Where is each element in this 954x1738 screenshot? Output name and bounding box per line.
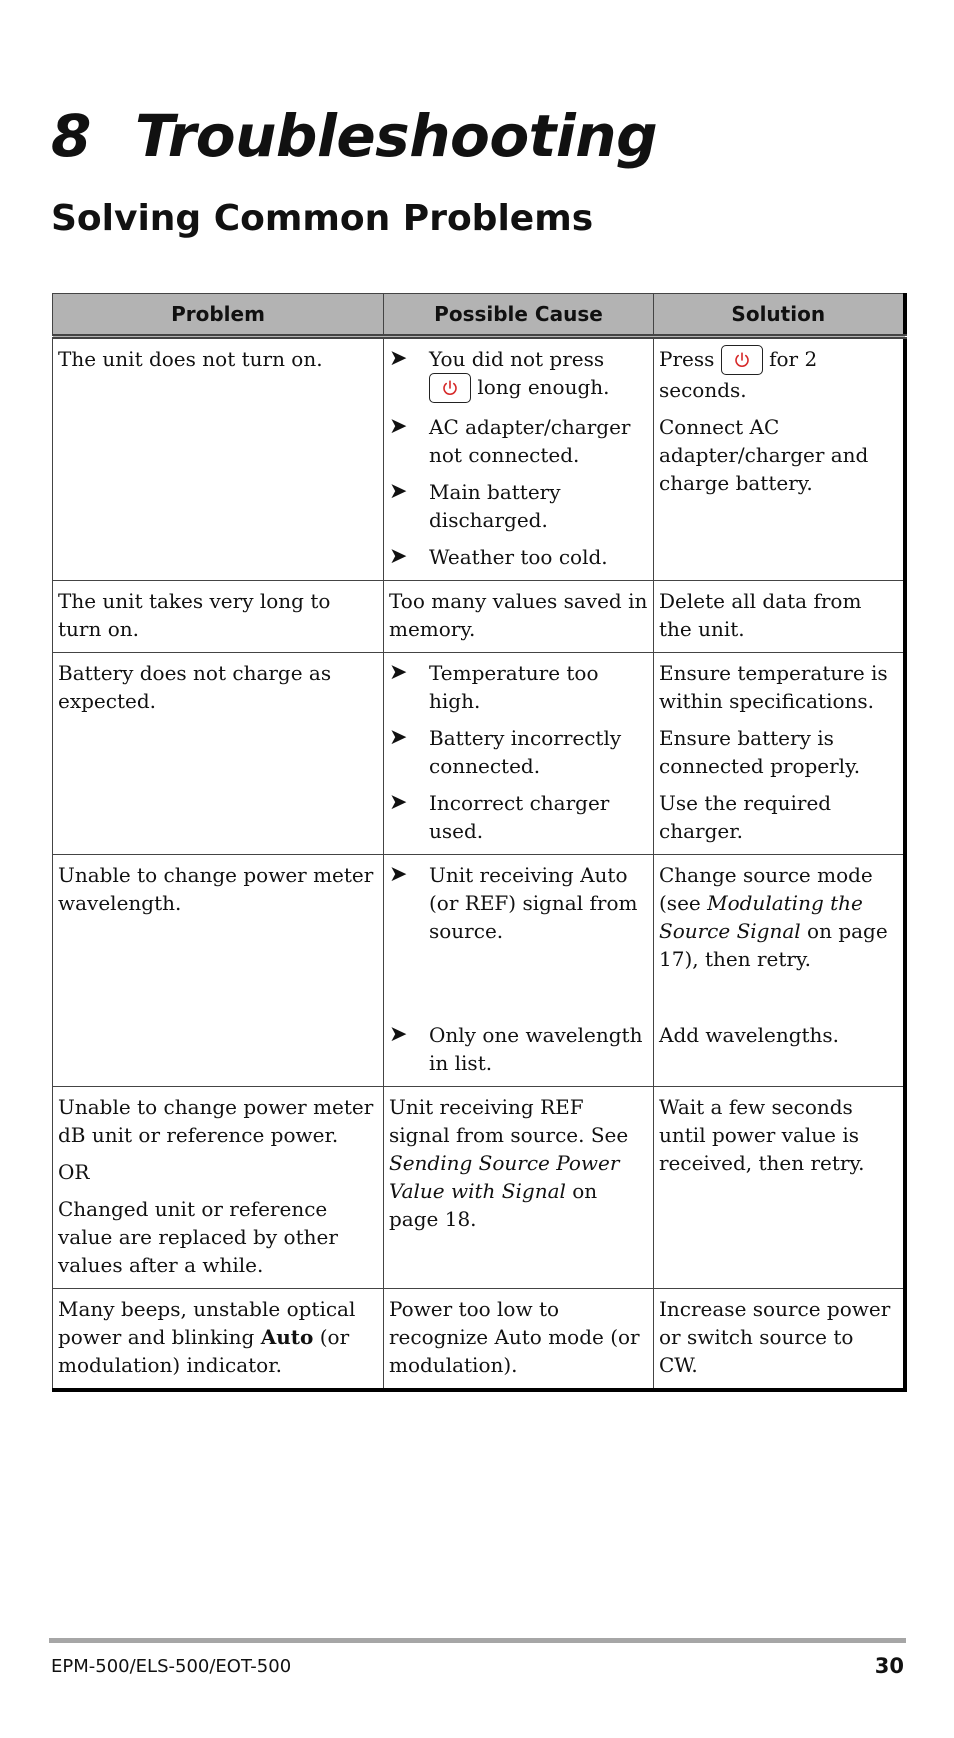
page-number: 30	[874, 1654, 904, 1678]
solution-text: for 2 seconds.	[659, 347, 818, 402]
problem-cell: Battery does not charge as expected.	[53, 652, 384, 854]
table-row	[53, 1288, 905, 1390]
header-solution: Solution	[654, 294, 905, 337]
troubleshooting-table	[52, 293, 907, 1392]
table-row	[53, 854, 905, 1086]
cause-text: Temperature too high.	[429, 660, 599, 713]
bullet-arrow-icon: ➤	[389, 413, 408, 439]
solution-cell: Wait a few seconds until power value is received, then retry.	[654, 1086, 905, 1288]
solution-cell	[654, 854, 905, 1086]
problem-cell	[53, 1288, 384, 1390]
problem-para: Changed unit or reference value are replaced by other values after a while.	[58, 1196, 338, 1277]
cause-text: Incorrect charger used.	[429, 790, 610, 843]
cause-item	[389, 413, 648, 469]
bullet-arrow-icon: ➤	[389, 789, 408, 815]
cause-text: on page 18.	[389, 1178, 598, 1231]
cause-text: Weather too cold.	[429, 544, 608, 569]
solution-text: on page 17), then retry.	[659, 918, 888, 971]
chapter-title: Troubleshooting	[135, 102, 658, 170]
solution-cell: Delete all data from the unit.	[654, 580, 905, 652]
solution-cell	[654, 337, 905, 581]
problem-text: Many beeps, unstable optical power and blinking	[58, 1296, 356, 1349]
solution-para: Ensure temperature is within specifications.	[659, 660, 888, 713]
table-row	[53, 1086, 905, 1288]
solution-para: Connect AC adapter/charger and charge battery.	[659, 414, 869, 495]
cause-item	[389, 478, 648, 534]
power-key-icon	[429, 373, 471, 403]
problem-text: (or modulation) indicator.	[58, 1324, 350, 1377]
bullet-arrow-icon: ➤	[389, 478, 408, 504]
cause-text: Only one wavelength in list.	[429, 1022, 643, 1075]
table-row	[53, 580, 905, 652]
header-possible-cause: Possible Cause	[384, 294, 654, 337]
cause-cell: Too many values saved in memory.	[384, 580, 654, 652]
table-row	[53, 337, 905, 581]
cause-text: Main battery discharged.	[429, 479, 561, 532]
bullet-arrow-icon: ➤	[389, 659, 408, 685]
cause-item	[389, 724, 648, 780]
footer-product: EPM-500/ELS-500/EOT-500	[51, 1656, 292, 1677]
problem-para: Unable to change power meter dB unit or reference power.	[58, 1094, 374, 1147]
cause-text: Battery incorrectly connected.	[429, 725, 622, 778]
cause-text: You did not press	[429, 347, 605, 371]
bullet-arrow-icon: ➤	[389, 543, 408, 569]
table-row	[53, 652, 905, 854]
solution-para: Use the required charger.	[659, 790, 832, 843]
chapter-number: 8	[51, 102, 91, 170]
auto-indicator-label: Auto	[260, 1324, 314, 1349]
solution-text: Change source mode (see	[659, 862, 873, 915]
solution-para: Ensure battery is connected properly.	[659, 725, 861, 778]
footer-rule	[49, 1638, 906, 1643]
problem-or: OR	[58, 1159, 90, 1184]
cause-item	[389, 659, 648, 715]
cause-text: AC adapter/charger not connected.	[429, 414, 631, 467]
cause-item	[389, 789, 648, 845]
cause-text: Unit receiving REF signal from source. See	[389, 1094, 629, 1147]
cause-text: long enough.	[477, 375, 610, 399]
cause-cell	[384, 337, 654, 581]
cause-text: Unit receiving Auto (or REF) signal from source.	[429, 862, 638, 943]
solution-para	[659, 861, 898, 1001]
bullet-arrow-icon: ➤	[389, 346, 408, 371]
chapter-heading	[51, 102, 657, 170]
cause-cell	[384, 652, 654, 854]
table-header-row	[53, 294, 905, 337]
bullet-arrow-icon: ➤	[389, 1021, 408, 1047]
solution-text: Press	[659, 347, 715, 371]
solution-cell	[654, 652, 905, 854]
cause-item	[389, 345, 648, 404]
cross-reference-link[interactable]: Modulating the Source Signal	[659, 890, 863, 943]
cause-item	[389, 543, 648, 571]
solution-para: Add wavelengths.	[659, 1022, 840, 1047]
cause-item	[389, 861, 648, 1001]
bullet-arrow-icon: ➤	[389, 861, 408, 887]
header-problem: Problem	[53, 294, 384, 337]
cross-reference-link[interactable]: Sending Source Power Value with Signal	[389, 1150, 620, 1203]
problem-cell: Unable to change power meter wavelength.	[53, 854, 384, 1086]
cause-cell	[384, 1086, 654, 1288]
solution-cell: Increase source power or switch source to CW.	[654, 1288, 905, 1390]
cause-item	[389, 1021, 648, 1077]
section-title: Solving Common Problems	[51, 198, 594, 239]
problem-cell: The unit does not turn on.	[53, 337, 384, 581]
power-key-icon	[721, 345, 763, 375]
bullet-arrow-icon: ➤	[389, 724, 408, 750]
problem-cell: The unit takes very long to turn on.	[53, 580, 384, 652]
solution-para	[659, 345, 898, 404]
cause-cell: Power too low to recognize Auto mode (or modulation).	[384, 1288, 654, 1390]
problem-cell	[53, 1086, 384, 1288]
cause-cell	[384, 854, 654, 1086]
